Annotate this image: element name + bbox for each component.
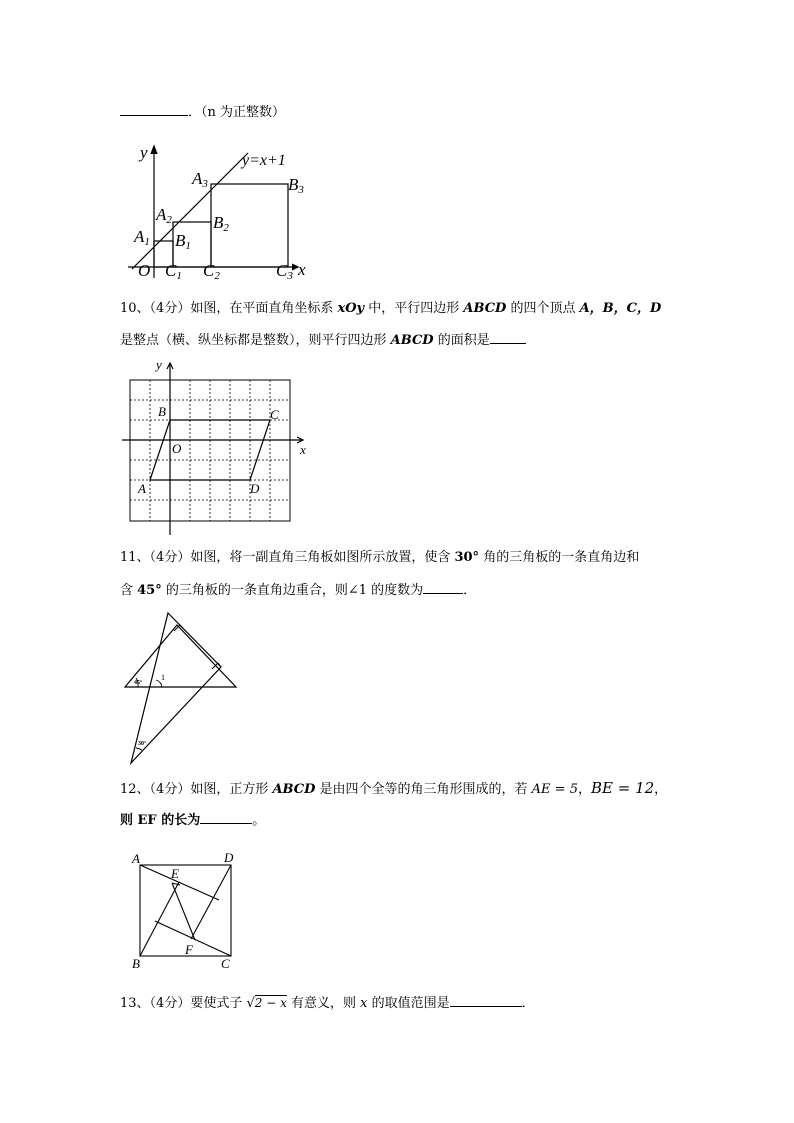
q12-label-F: F [185,942,193,957]
q10-vertices: A，B，C，D [579,301,662,316]
q12-label-C: C [221,956,230,971]
q11-period: ． [463,583,477,598]
q11-number: 11、 [120,550,150,565]
q10-label-A: A [138,481,146,496]
q11-deg30: 30° [454,550,480,565]
q9-label-A3: A3 [192,169,208,190]
q12-answer-blank[interactable] [200,811,252,824]
q11-score: （4分） [149,550,191,565]
q9-y-arrow [151,146,157,154]
q11-line-1 [120,549,639,567]
q11-text-1: 如图，将一副直角三角板如图所示放置，使含 [190,550,455,565]
q10-label-B: B [158,404,166,419]
q12-be: BE = 12 [591,779,655,797]
q12-segment-A-to-D-side [140,865,219,900]
q10-line-2 [120,331,526,350]
q9-axis-x-label: x [298,260,306,279]
q9-label-B3: B3 [288,175,304,196]
q9-period: ． [188,105,202,120]
q11-angle-30-arc [136,748,142,750]
q12-segment-C-to-B-side [155,921,231,956]
q9-answer-blank[interactable] [120,103,188,116]
radical-sign-icon: √ [246,996,255,1011]
q9-label-C3: C3 [276,261,293,280]
q12-number: 12、 [120,782,150,797]
q9-axis-y-label: y [140,143,148,162]
q10-text-4: 是整点（横、纵坐标都是整数），则平行四边形 [120,333,391,348]
q10-axis-y-label: y [156,357,162,372]
q13-text-1: 要使式子 [190,996,247,1011]
q11-text-2: 角的三角板的一条直角边和 [479,550,640,565]
q12-label-D: D [224,850,234,865]
q10-figure [120,355,315,537]
q11-angle-1-label: 1 [161,673,165,682]
q10-answer-blank[interactable] [490,331,526,344]
q11-answer-blank[interactable] [423,581,463,594]
q10-number: 10、 [120,301,150,316]
q9-tail-note: （n 为正整数） [201,105,286,120]
q10-abcd-2: ABCD [390,333,434,348]
q10-line-1 [120,300,661,318]
q10-origin-label: O [172,441,182,456]
q13-text-3: 的取值范围是 [367,996,450,1011]
q9-label-C2: C2 [203,261,220,280]
q9-line-label: y=x+1 [242,152,286,169]
q13-period: ． [521,996,535,1011]
q12-figure [128,848,243,973]
q10-text-2: 中，平行四边形 [364,301,464,316]
q11-text-4: 的三角板的一条直角边重合，则∠1 的度数为 [161,583,424,598]
q13-var: x [360,996,368,1011]
q12-text-1: 如图，正方形 [190,782,273,797]
q10-text-5: 的面积是 [433,333,490,348]
q10-score: （4分） [149,301,191,316]
q12-label-B: B [132,956,140,971]
q12-comma: ， [654,782,668,797]
q12-line-1 [120,779,667,799]
q12-text-3: 则 EF 的长为 [120,813,201,828]
q12-label-E: E [171,866,179,881]
q13-radicand: 2 − x [254,996,287,1010]
q11-deg45: 45° [137,583,162,598]
q9-label-C1: C1 [165,261,182,280]
q9-origin-label: O [138,261,151,280]
q12-ae: AE = 5 [531,782,578,797]
q13-text-2: 有意义，则 [286,996,361,1011]
q12-line-2 [120,811,265,830]
q10-axis-x-label: x [300,442,306,457]
q9-tail-line [120,103,285,122]
q12-abcd: ABCD [272,782,316,797]
q9-label-A2: A2 [156,205,172,226]
q10-text-3: 的四个顶点 [506,301,580,316]
q13-line [120,994,535,1013]
q12-segment-B-to-A-side [140,882,179,956]
q9-label-B1: B1 [175,231,191,252]
q12-label-A: A [132,851,140,866]
q11-text-3: 含 [120,583,138,598]
q11-triangle-45 [125,625,236,687]
q10-grid [130,380,290,521]
q13-answer-blank[interactable] [450,994,522,1007]
q11-line-2 [120,581,476,600]
q12-segment-EF-1 [172,883,195,940]
q9-figure [120,138,320,280]
q12-segment-D-to-C-side [191,865,231,939]
q10-text-1: 如图，在平面直角坐标系 [190,301,338,316]
q9-label-A1: A1 [134,227,150,248]
q12-text-2: 是由四个全等的角三角形围成的，若 [315,782,532,797]
q11-angle-30-label: 30° [138,741,147,747]
q11-figure [120,605,245,770]
q13-score: （4分） [149,996,191,1011]
q12-score: （4分） [149,782,191,797]
q12-period: 。 [252,813,266,828]
q10-abcd: ABCD [463,301,507,316]
q10-xoy: xOy [337,301,365,316]
q9-label-B2: B2 [213,213,229,234]
q10-label-C: C [270,407,279,422]
q13-radical [246,996,286,1011]
q10-label-D: D [250,481,260,496]
q13-number: 13、 [120,996,150,1011]
q12-sep: ， [577,782,591,797]
q11-angle-45-label: 45° [134,680,143,686]
